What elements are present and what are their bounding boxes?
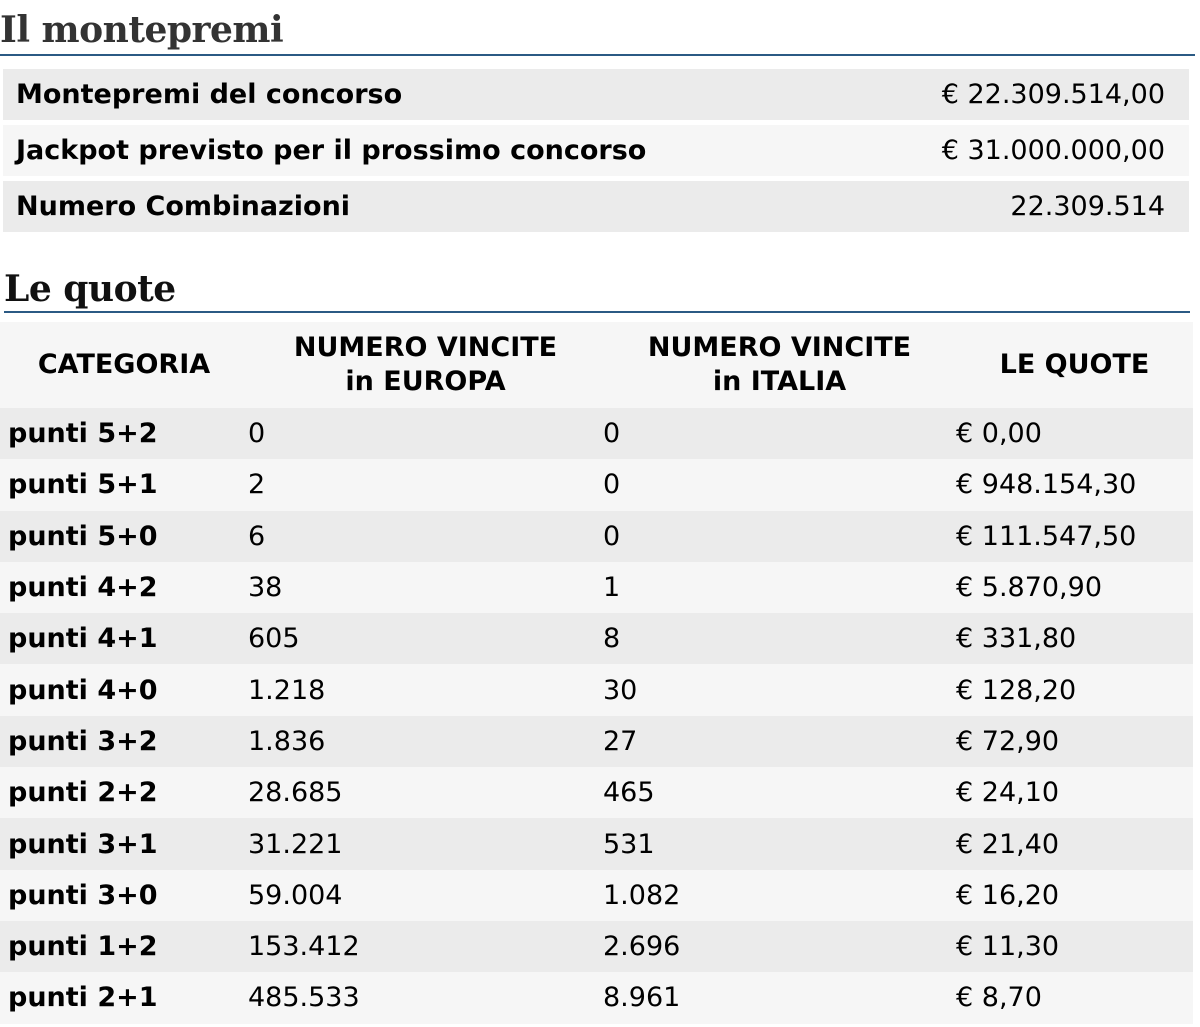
cell-quota: € 24,10 <box>956 777 1060 809</box>
cell-categoria: punti 4+0 <box>8 674 158 706</box>
cell-italia: 30 <box>603 674 638 706</box>
cell-italia: 8.961 <box>603 982 681 1014</box>
table-row <box>0 972 1193 1023</box>
cell-categoria: punti 5+2 <box>8 418 158 450</box>
cell-quota: € 5.870,90 <box>956 572 1102 604</box>
cell-quota: € 331,80 <box>956 623 1077 655</box>
cell-quota: € 948.154,30 <box>956 469 1137 501</box>
cell-categoria: punti 5+0 <box>8 520 158 552</box>
cell-italia: 0 <box>603 418 621 450</box>
cell-categoria: punti 5+1 <box>8 469 158 501</box>
header-categoria: CATEGORIA <box>37 349 211 380</box>
cell-europa: 59.004 <box>248 879 343 911</box>
cell-quota: € 0,00 <box>956 418 1042 450</box>
cell-italia: 1 <box>603 572 621 604</box>
cell-europa: 38 <box>248 572 283 604</box>
cell-categoria: punti 3+2 <box>8 725 158 757</box>
summary-label: Jackpot previsto per il prossimo concorso <box>16 135 647 166</box>
table-row <box>0 870 1193 921</box>
cell-europa: 31.221 <box>248 828 343 860</box>
summary-row-combinazioni <box>3 181 1189 232</box>
quote-title-rule <box>4 311 1190 313</box>
cell-europa: 485.533 <box>248 982 360 1014</box>
table-row <box>0 613 1193 664</box>
table-row <box>0 921 1193 972</box>
cell-italia: 0 <box>603 469 621 501</box>
table-row <box>0 818 1193 869</box>
cell-italia: 0 <box>603 520 621 552</box>
header-italia: NUMERO VINCITE in ITALIA <box>647 332 912 397</box>
cell-europa: 28.685 <box>248 777 343 809</box>
summary-value: € 31.000.000,00 <box>941 135 1165 166</box>
montepremi-title: Il montepremi <box>0 9 284 51</box>
quote-title: Le quote <box>4 268 176 310</box>
summary-row-montepremi <box>3 69 1189 120</box>
cell-europa: 6 <box>248 520 266 552</box>
summary-label: Numero Combinazioni <box>16 191 351 222</box>
header-quote: LE QUOTE <box>999 349 1150 380</box>
cell-categoria: punti 4+1 <box>8 623 158 655</box>
summary-label: Montepremi del concorso <box>16 79 403 110</box>
cell-quota: € 11,30 <box>956 931 1060 963</box>
montepremi-summary <box>3 69 1189 237</box>
cell-quota: € 72,90 <box>956 725 1060 757</box>
cell-categoria: punti 2+1 <box>8 982 158 1014</box>
table-row <box>0 767 1193 818</box>
cell-europa: 605 <box>248 623 300 655</box>
cell-quota: € 8,70 <box>956 982 1042 1014</box>
table-row <box>0 408 1193 459</box>
table-header-row <box>0 322 1193 408</box>
cell-europa: 0 <box>248 418 266 450</box>
cell-italia: 531 <box>603 828 655 860</box>
cell-europa: 2 <box>248 469 266 501</box>
cell-quota: € 128,20 <box>956 674 1077 706</box>
montepremi-title-rule <box>0 54 1195 56</box>
cell-categoria: punti 1+2 <box>8 931 158 963</box>
cell-categoria: punti 3+0 <box>8 879 158 911</box>
summary-row-jackpot <box>3 125 1189 176</box>
cell-italia: 2.696 <box>603 931 681 963</box>
cell-categoria: punti 4+2 <box>8 572 158 604</box>
cell-italia: 8 <box>603 623 621 655</box>
table-row <box>0 562 1193 613</box>
cell-europa: 1.218 <box>248 674 326 706</box>
summary-value: 22.309.514 <box>1010 191 1165 222</box>
table-row <box>0 664 1193 715</box>
cell-europa: 153.412 <box>248 931 360 963</box>
quote-table <box>0 322 1193 1024</box>
cell-quota: € 16,20 <box>956 879 1060 911</box>
cell-categoria: punti 2+2 <box>8 777 158 809</box>
cell-quota: € 111.547,50 <box>956 520 1137 552</box>
cell-italia: 465 <box>603 777 655 809</box>
cell-quota: € 21,40 <box>956 828 1060 860</box>
cell-europa: 1.836 <box>248 725 326 757</box>
header-europa: NUMERO VINCITE in EUROPA <box>293 332 558 397</box>
table-row <box>0 716 1193 767</box>
summary-value: € 22.309.514,00 <box>941 79 1165 110</box>
table-row <box>0 511 1193 562</box>
table-row <box>0 459 1193 510</box>
cell-italia: 1.082 <box>603 879 681 911</box>
cell-categoria: punti 3+1 <box>8 828 158 860</box>
cell-italia: 27 <box>603 725 638 757</box>
